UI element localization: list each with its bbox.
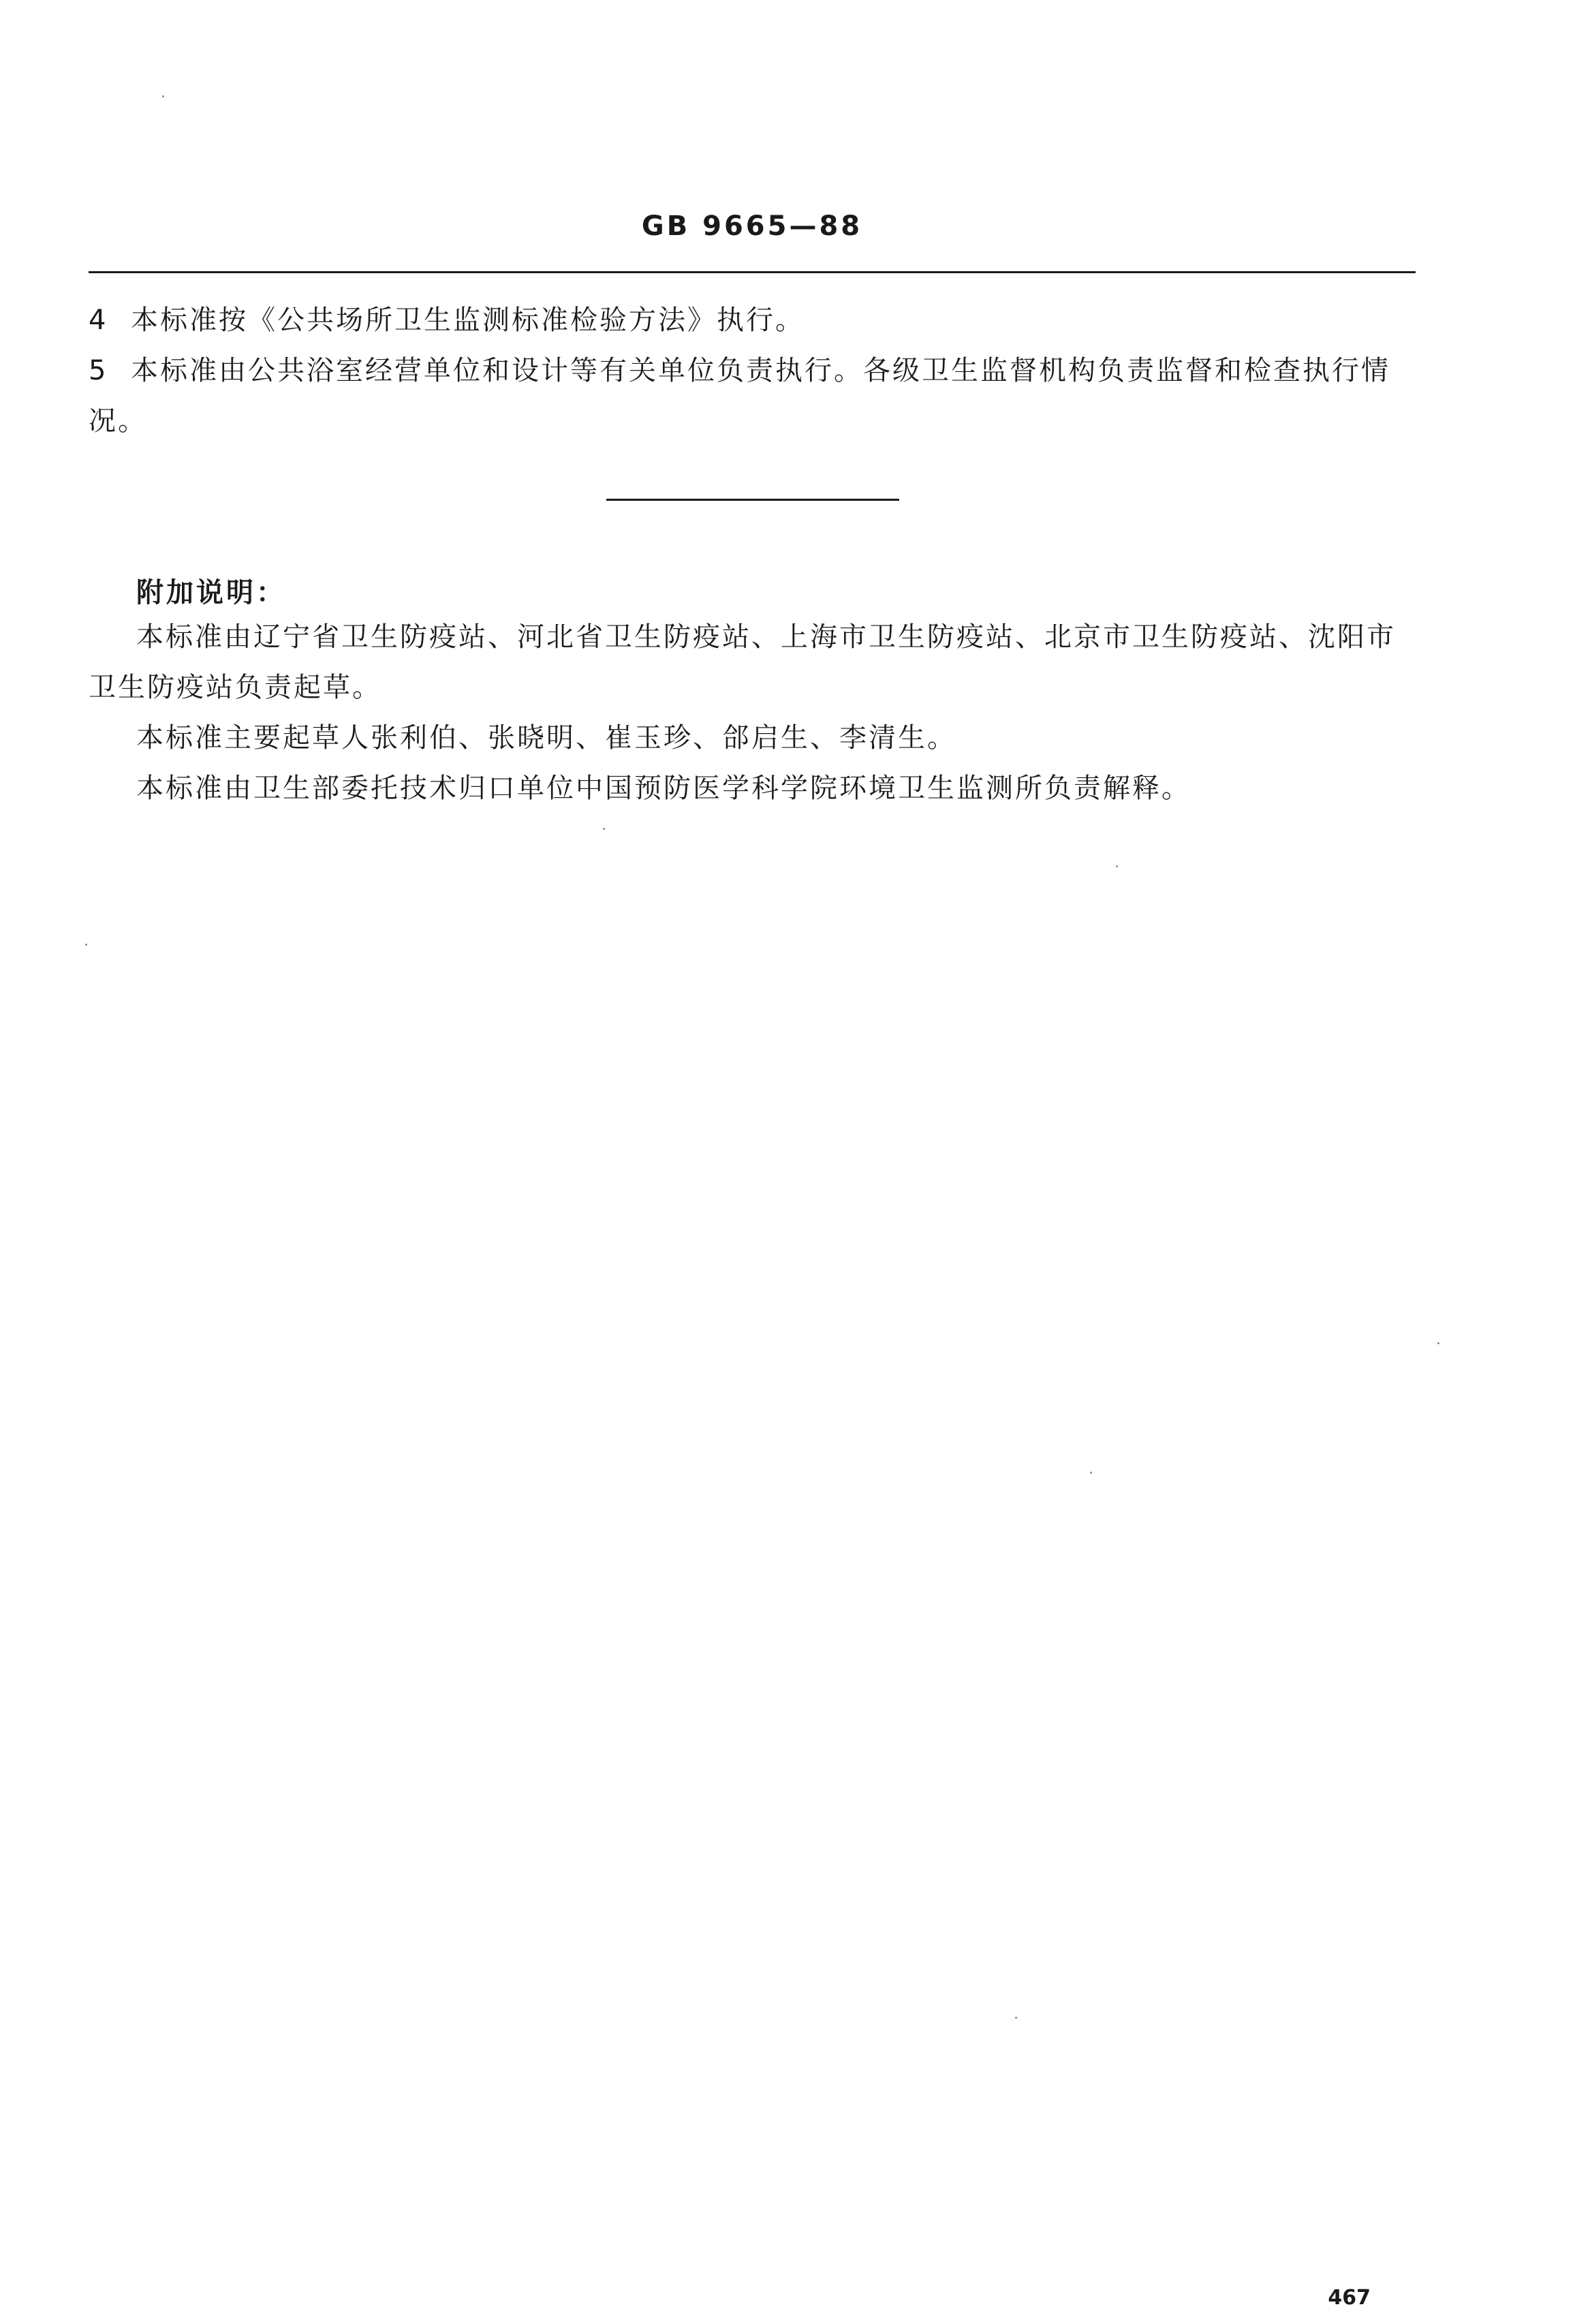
scan-speck — [1437, 1342, 1439, 1344]
appendix-paragraph: 本标准主要起草人张利伯、张晓明、崔玉珍、郃启生、李清生。 — [136, 722, 956, 754]
scan-speck — [1090, 1472, 1092, 1474]
clause-text: 本标准由公共浴室经营单位和设计等有关单位负责执行。各级卫生监督机构负责监督和检查执行情况。 — [89, 355, 1390, 437]
clause-number: 5 — [89, 355, 108, 386]
section-divider — [606, 499, 899, 501]
page-number: 467 — [1328, 2286, 1371, 2310]
scan-speck — [603, 828, 605, 830]
clause-5 — [89, 345, 1416, 446]
appendix-paragraph: 本标准由卫生部委托技术归口单位中国预防医学科学院环境卫生监测所负责解释。 — [136, 773, 1191, 804]
scan-speck — [1116, 865, 1118, 867]
appendix-paragraph: 本标准由辽宁省卫生防疫站、河北省卫生防疫站、上海市卫生防疫站、北京市卫生防疫站、沈阳市卫生防疫站负责起草。 — [89, 621, 1396, 703]
clause-number: 4 — [89, 305, 108, 336]
scan-speck — [1015, 2017, 1017, 2019]
header-rule — [89, 271, 1416, 273]
clause-text: 本标准按《公共场所卫生监测标准检验方法》执行。 — [131, 305, 805, 336]
clause-4 — [89, 295, 1416, 345]
scan-speck — [85, 944, 87, 946]
scan-speck — [162, 95, 164, 97]
standard-code-header: GB 9665—88 — [641, 211, 863, 242]
appendix-title: 附加说明： — [136, 577, 286, 608]
